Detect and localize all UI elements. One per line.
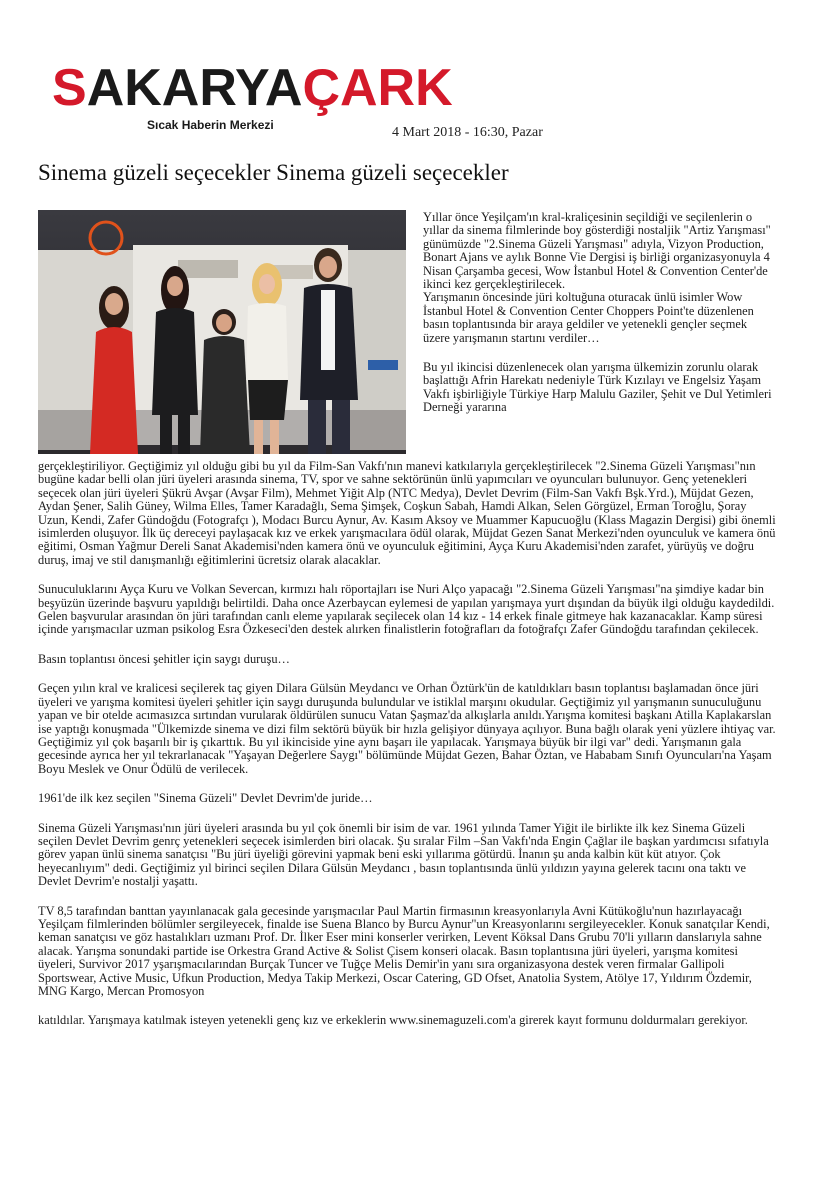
paragraph-spacer xyxy=(38,998,778,1014)
publish-date: 4 Mart 2018 - 16:30, Pazar xyxy=(392,125,543,140)
article-title: Sinema güzeli seçecekler Sinema güzeli seçecekler xyxy=(38,160,509,185)
section-subheading: 1961'de ilk kez seçilen "Sinema Güzeli" Devlet Devrim'de juride… xyxy=(38,791,373,806)
article-body xyxy=(38,460,778,1028)
body-paragraph: Sunuculuklarını Ayça Kuru ve Volkan Severcan, kırmızı halı röportajları ise Nuri Alço yapacağı "2.Sinema Güzeli Yarışması"na şimdiye kadar bin beşyüzün üzerinde başvuru yapıldığı belirtildi. Daha once Azerbaycan eylemesi de yapılan yarışmaya yurt dışından da büyük ilgi olduğu kaydedildi. Gelen başvurular arasından ön jüri tarafından canlı eleme yapılarak seçilecek olan 14 kız - 14 erkek finale gitmeye hak kazanacaklar. Kamp süresi içinde yarışmacılar uzman psikolog Esra Özkeseci'den destek alırken finalistlerin fotoğrafları da fotoğrafçı Zafer Gündoğdu tarafından çekilecek. xyxy=(38,582,775,637)
intro-paragraph: Yarışmanın öncesinde jüri koltuğuna oturacak ünlü isimler Wow İstanbul Hotel & Convention Center Choppers Point'te düzenlenen basın toplantısında bir araya geldiler ve yetenekli gençler seçmek üzere yarışmanın startını verdiler… xyxy=(423,290,754,345)
body-paragraph: gerçekleştiriliyor. Geçtiğimiz yıl olduğu gibi bu yıl da Film-San Vakfı'nın manevi katkılarıyla gerçekleştirilecek "2.Sinema Güzeli Yarışması"nın bugüne kadar belli olan jüri üyeleri arasında sinema, TV, spor ve sahne sektörünün ünlü yapımcıları ve oyuncuları bulunuyor. Genç yetenekleri seçecek olan jüri üyeleri Şükrü Avşar (Avşar Film), Mehmet Yiğit Alp (NTC Medya), Devlet Devrim (Film-San Vakfı Bşk.Yrd.), Müjdat Gezen, Aydan Şener, Salih Güney, Wilma Elles, Tamer Karadağlı, Sema Şimşek, Coşkun Sabah, Hamdi Alkan, Selen Görgüzel, Erman Toroğlu, Şoray Uzun, Kendi, Zafer Gündoğdu (Fotografçı ), Modacı Burcu Aynur, Av. Kasım Aksoy ve Muammer Kapucuoğlu (Klass Magazin Dergisi) gibi önemli isimlerden oluşuyor. İlk üç dereceyi paylaşacak kız ve erkek yarışmacılara ödül olarak, Müjdat Gezen Sanat Merkezi'nden oyunculuk ve kamera önü eğitimi, Osman Yağmur Dereli Sanat Akademisi'nden kamera önü ve oyunculuk eğitimini, Ayça Kuru Akademisi'nden zarafet, yürüyüş ve doğru duruş, imaj ve stil danışmanlığı eğitimlerini ücretsiz olarak alacaklar. xyxy=(38,459,776,567)
paragraph-spacer xyxy=(38,637,778,653)
paragraph-spacer xyxy=(38,889,778,905)
body-paragraph: Geçen yılın kral ve kralicesi seçilerek taç giyen Dilara Gülsün Meydancı ve Orhan Öztürk'ün de katıldıkları basın toplantısı başlamadan önce jüri üyeleri ve yarışma komitesi üyeleri şehitler için saygı duruşunda bulundular ve istiklal marşını okudular. Geçtiğimiz yıl yarışmanın sunuculuğunu yapan ve bir otelde acımasızca sırtından vurularak öldürülen sunucu Vatan Şaşmaz'da alkışlarla anıldı.Yarışma komitesi başkanı Atilla Kaplakarslan ise yaptığı konuşmada "Ülkemizde sinema ve dizi film sektörü büyük bir hızla gelişiyor dünyaya açılıyor. Buna bağlı olarak yeni yüzlere ihtiyaç var. Geçtiğimiz yıl çok başarılı bir iş çıkarttık. Bu yıl ikinciside yine aynı başarı ile yapılacak. Yarışmaya büyük bir ilgi var" dedi. Yarışmanın gala gecesinde ayrıca her yıl tekrarlanacak "Yaşayan Değerlere Saygı" bölümünde Müjdat Gezen, Bahar Öztan, ve Hababam Sınıfı Oyuncuları'na Yaşam Boyu Meslek ve Onur Ödülü de verilecek. xyxy=(38,681,776,776)
section-subheading: Basın toplantısı öncesi şehitler için saygı duruşu… xyxy=(38,651,290,666)
photo-image xyxy=(38,210,406,454)
paragraph-spacer xyxy=(423,345,775,361)
site-logo[interactable] xyxy=(52,58,453,138)
body-paragraph: katıldılar. Yarışmaya katılmak isteyen yetenekli genç kız ve erkeklerin www.sinemaguzeli.com'a girerek kayıt formunu doldurmaları gerekiyor. xyxy=(38,1013,748,1028)
paragraph-spacer xyxy=(38,776,778,792)
body-paragraph: TV 8,5 tarafından banttan yayınlanacak gala gecesinde yarışmacılar Paul Martin firmasının kreasyonlarıyla Avni Kütükoğlu'nun hazırlayacağı Yeşilçam filmlerinden bölümler sergileyecek, finalde ise Suena Blanco by Burcu Aynur"un Kreasyonlarını sergileyecekler. Konuk sanatçılar Kendi, keman sanatçısı ve göz hastalıkları uzmanı Prof. Dr. İlker Eser mini konserler verirken, Levent Köksal Dans Grubu 70'li yılların danslarıyla sahne alacak. Yarışma sonundaki partide ise Orkestra Grand Active & Solist Çisem konseri olacak. Basın toplantısına jüri üyeleri, yarışma komitesi üyeleri, Survivor 2017 yşarışmacılarından Burçak Tuncer ve Tuğçe Melis Demir'in yanı sıra organizasyona destek veren firmalar Gallipoli Sportswear, Active Music, Ufkun Production, Medya Takip Merkezi, Oscar Catering, GD Ofset, Anatolia System, Atölye 17, Yıldırım Özdemir, MNG Kargo, Mercan Promosyon xyxy=(38,903,770,998)
article-photo xyxy=(38,210,406,454)
logo-wordmark: SAKARYAÇARK xyxy=(52,59,453,117)
article-intro xyxy=(423,211,775,415)
intro-paragraph: Yıllar önce Yeşilçam'ın kral-kraliçesinin seçildiği ve seçilenlerin o yıllar da sinema filmlerinde boy gösterdiği nostaljik "Artiz Yarışması" günümüzde "2.Sinema Güzeli Yarışması" adıyla, Vizyon Production, Bonart Ajans ve aylık Bonne Vie Dergisi iş birliği organizasyonuyla 4 Nisan Çarşamba gecesi, Wow İstanbul Hotel & Convention Center'de ikinci kez gerçekleştirilecek. xyxy=(423,210,771,292)
paragraph-spacer xyxy=(38,806,778,822)
intro-paragraph: Bu yıl ikincisi düzenlenecek olan yarışma ülkemizin zorunlu olarak başlattığı Afrin Harekatı nedeniyle Türk Kızılayı ve Engelsiz Yaşam Vakfı işbirliğiyle Türkiye Harp Malulu Gaziler, Şehit ve Dul Yetimleri Derneği yararına xyxy=(423,360,772,415)
body-paragraph: Sinema Güzeli Yarışması'nın jüri üyeleri arasında bu yıl çok önemli bir isim de var. 1961 yılında Tamer Yiğit ile birlikte ilk kez Sinema Güzeli seçilen Devlet Devrim genrç yetenekleri seçecek isimlerden biri olacak. Şu sıralar Film –San Vakfı'nda Engin Çağlar ile başkan yardımcısı sıfatıyla görev yapan ünlü sinema sanatçısı "Bu jüri üyeliği görevini yapmak beni eski yıllarıma götürdü. İnanın şu anda kalbin küt küt atıyor. Çok heyecanlıyım" dedi. Geçtiğimiz yıl birinci seçilen Dilara Gülsün Meydancı , basın toplantısında ünlü yıldızın yayına gelerek tacını ona taktı ve Devlet Devrim'e nostalji yaşattı. xyxy=(38,820,769,889)
logo-tagline: Sıcak Haberin Merkezi xyxy=(147,118,274,132)
paragraph-spacer xyxy=(38,567,778,583)
paragraph-spacer xyxy=(38,666,778,682)
